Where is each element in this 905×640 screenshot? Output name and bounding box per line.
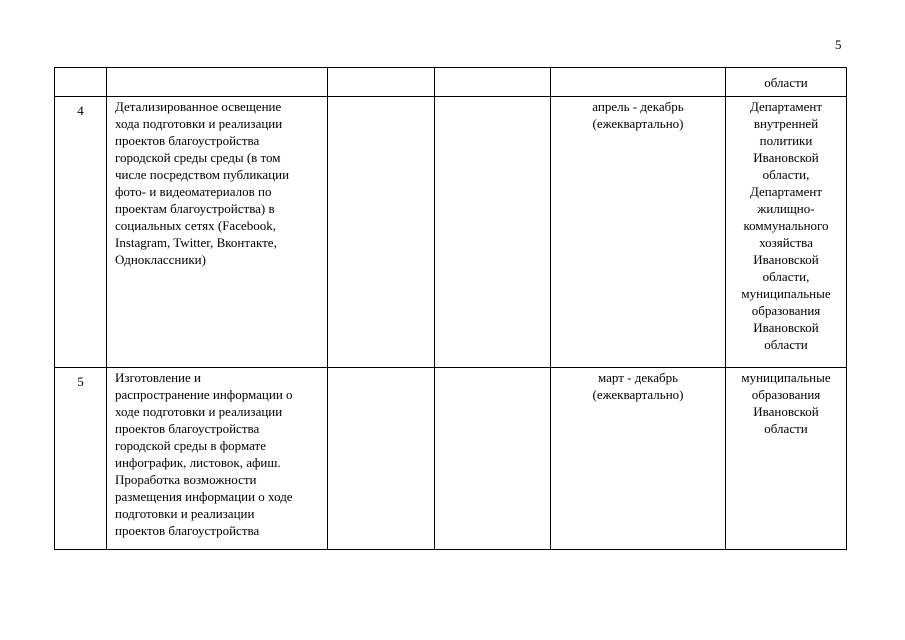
cell-number [55,97,107,368]
text-line: Одноклассники) [115,252,206,267]
responsible-text [726,68,846,91]
text-line: распространение информации о [115,387,293,402]
text-line: ходе подготовки и реализации [115,404,283,419]
row-number: 5 [77,374,84,389]
text-line: Изготовление и [115,370,201,385]
responsible-text [726,368,846,437]
cell-description [107,368,328,550]
text-line: фото- и видеоматериалов по [115,184,272,199]
cell-period [551,368,726,550]
text-line: городской среды в формате [115,438,266,453]
table-row [55,97,847,368]
period-text [551,368,725,403]
text-line: (ежеквартально) [592,387,684,402]
cell-period [551,97,726,368]
text-line: Ивановской [753,404,819,419]
table-row [55,368,847,550]
events-table [54,67,847,550]
period-text [551,97,725,132]
cell-responsible [726,97,847,368]
description-text [107,368,327,539]
cell-description [107,68,328,97]
text-line: образования [751,303,821,318]
cell-number [55,368,107,550]
text-line: хода подготовки и реализации [115,116,283,131]
text-line: хозяйства [759,235,813,250]
text-line: проектов благоустройства [115,523,260,538]
text-line: коммунального [743,218,829,233]
text-line: области [764,75,808,90]
text-line: области [764,421,808,436]
text-line: (ежеквартально) [592,116,684,131]
text-line: муниципальные [741,286,831,301]
text-line: инфографик, листовок, афиш. [115,455,281,470]
cell-number [55,68,107,97]
cell-responsible [726,68,847,97]
cell-responsible [726,368,847,550]
text-line: Ивановской [753,150,819,165]
text-line: апрель - декабрь [592,99,684,114]
text-line: размещения информации о ходе [115,489,293,504]
text-line: подготовки и реализации [115,506,255,521]
text-line: муниципальные [741,370,831,385]
cell-empty [435,68,551,97]
text-line: Ивановской [753,252,819,267]
text-line: городской среды среды (в том [115,150,281,165]
text-line: политики [759,133,813,148]
text-line: Проработка возможности [115,472,257,487]
text-line: март - декабрь [597,370,679,385]
description-text [107,97,327,268]
text-line: жилищно- [757,201,815,216]
text-line: числе посредством публикации [115,167,290,182]
page-number: 5 [835,37,842,52]
cell-period [551,68,726,97]
cell-empty [435,368,551,550]
text-line: Instagram, Twitter, Вконтакте, [115,235,277,250]
text-line: проектов благоустройства [115,421,260,436]
cell-empty [435,97,551,368]
table-row-continuation [55,68,847,97]
responsible-text [726,97,846,353]
cell-description [107,97,328,368]
cell-empty [328,368,435,550]
text-line: Департамент [749,99,823,114]
text-line: Ивановской [753,320,819,335]
text-line: социальных сетях (Facebook, [115,218,276,233]
text-line: образования [751,387,821,402]
text-line: области [764,337,808,352]
text-line: области, [762,269,810,284]
text-line: области, [762,167,810,182]
text-line: проектам благоустройства) в [115,201,275,216]
text-line: Детализированное освещение [115,99,282,114]
cell-empty [328,68,435,97]
text-line: проектов благоустройства [115,133,260,148]
cell-empty [328,97,435,368]
row-number: 4 [77,103,84,118]
text-line: Департамент [749,184,823,199]
text-line: внутренней [753,116,819,131]
